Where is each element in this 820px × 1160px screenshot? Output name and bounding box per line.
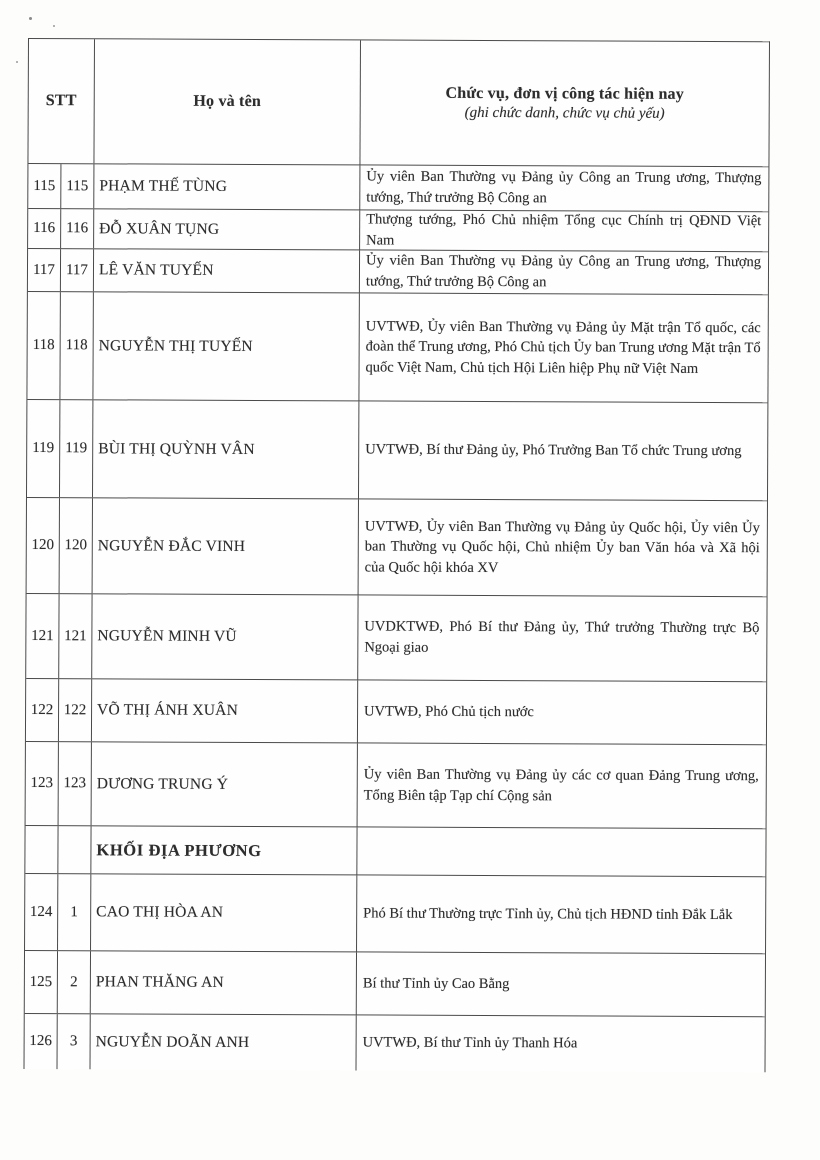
table-row (26, 594, 766, 682)
name-cell: BÙI THỊ QUỲNH VÂN (93, 400, 359, 498)
name-cell: NGUYỄN MINH VŨ (92, 594, 358, 679)
name-header-label: Họ và tên (193, 92, 262, 111)
table-row (26, 742, 766, 829)
stt-sub-cell (58, 826, 91, 873)
name-cell: KHỐI ĐỊA PHƯƠNG (91, 826, 357, 874)
table-row (28, 164, 768, 212)
stt-cell: 123 (26, 742, 59, 825)
stt-sub-cell: 121 (59, 594, 92, 678)
header-cell-stt (28, 39, 95, 163)
stt-cell: 115 (28, 164, 61, 208)
position-header-title: Chức vụ, đơn vị công tác hiện nay (445, 84, 685, 103)
table-body (25, 164, 769, 1072)
stt-cell: 122 (26, 679, 59, 741)
stt-sub-cell: 1 (58, 874, 91, 950)
name-cell: NGUYỄN ĐẮC VINH (93, 498, 359, 594)
stt-sub-cell: 122 (59, 679, 92, 741)
stt-sub-cell: 3 (58, 1014, 91, 1069)
table-row (28, 249, 768, 295)
table-header-row (28, 39, 769, 167)
table-row (25, 1014, 765, 1072)
stt-sub-cell: 117 (61, 249, 94, 291)
position-cell: Phó Bí thư Thường trực Tỉnh ủy, Chủ tịch HĐND tỉnh Đắk Lắk (363, 905, 733, 923)
table-row (25, 874, 765, 954)
stt-header-label: STT (45, 92, 77, 110)
position-cell: UVTWĐ, Ủy viên Ban Thường vụ Đảng ủy Quốc hội, Ủy viên Ủy ban Thường vụ Quốc hội, Chủ nhiệm Ủy ban Văn hóa và Xã hội của Quốc hội khóa XV (364, 518, 760, 576)
officials-table (24, 38, 770, 1072)
stt-cell: 120 (27, 498, 60, 593)
scan-speck (29, 17, 32, 20)
position-cell: UVDKTWĐ, Phó Bí thư Đảng ủy, Thứ trưởng Thường trực Bộ Ngoại giao (364, 618, 760, 656)
name-cell: VÕ THỊ ÁNH XUÂN (92, 679, 358, 742)
stt-sub-cell: 123 (59, 742, 92, 825)
position-cell: Ủy viên Ban Thường vụ Đảng ủy Công an Trung ương, Thượng tướng, Thứ trưởng Bộ Công an (365, 252, 762, 291)
header-cell-position (360, 40, 769, 166)
position-cell: UVTWĐ, Ủy viên Ban Thường vụ Đảng ủy Mặt trận Tổ quốc, các đoàn thể Trung ương, Phó Chủ tịch Ủy ban Trung ương Mặt trận Tổ quốc Việt Nam, Chủ tịch Hội Liên hiệp Phụ nữ Việt Nam (365, 318, 761, 377)
position-cell: UVTWĐ, Bí thư Đảng ủy, Phó Trưởng Ban Tổ chức Trung ương (365, 441, 742, 460)
table-row (25, 826, 765, 877)
stt-cell: 119 (27, 400, 60, 497)
position-cell: Ủy viên Ban Thường vụ Đảng ủy Công an Trung ương, Thượng tướng, Thứ trưởng Bộ Công an (366, 168, 762, 207)
stt-cell: 125 (25, 951, 58, 1013)
name-cell: PHAN THĂNG AN (91, 951, 357, 1014)
position-cell: Ủy viên Ban Thường vụ Đảng ủy các cơ quan Đảng Trung ương, Tổng Biên tập Tạp chí Cộng sản (363, 766, 759, 804)
stt-sub-cell: 120 (60, 498, 93, 593)
name-cell: NGUYỄN DOÃN ANH (91, 1014, 357, 1070)
scan-speck (16, 61, 18, 63)
stt-cell: 121 (26, 594, 59, 678)
position-header-subtitle: (ghi chức danh, chức vụ chủ yếu) (464, 104, 665, 122)
table-row (27, 400, 767, 501)
table-row (27, 498, 767, 597)
stt-sub-cell: 115 (61, 164, 94, 208)
name-cell: PHẠM THẾ TÙNG (94, 164, 360, 209)
table-row (26, 679, 766, 745)
stt-cell: 124 (25, 874, 58, 950)
name-cell: ĐỖ XUÂN TỤNG (94, 209, 360, 249)
stt-cell: 118 (27, 292, 60, 399)
stt-cell: 117 (28, 249, 61, 291)
name-cell: NGUYỄN THỊ TUYẾN (93, 292, 359, 400)
name-cell: CAO THỊ HÒA AN (91, 874, 357, 951)
stt-sub-cell: 2 (58, 951, 91, 1013)
scan-speck (53, 25, 55, 27)
table-row (27, 292, 767, 403)
position-cell: UVTWĐ, Phó Chủ tịch nước (364, 703, 534, 720)
position-cell: UVTWĐ, Bí thư Tỉnh ủy Thanh Hóa (362, 1034, 578, 1052)
stt-cell (25, 826, 58, 873)
name-cell: DƯƠNG TRUNG Ý (92, 742, 358, 826)
stt-cell: 116 (28, 209, 61, 248)
table-row (28, 209, 768, 252)
position-cell: Thượng tướng, Phó Chủ nhiệm Tổng cục Chính trị QĐND Việt Nam (366, 211, 762, 249)
position-cell (357, 827, 765, 876)
stt-sub-cell: 119 (60, 400, 93, 497)
stt-sub-cell: 118 (60, 292, 93, 399)
header-cell-name (94, 39, 361, 164)
table-row (25, 951, 765, 1017)
stt-sub-cell: 116 (61, 209, 94, 248)
stt-cell: 126 (25, 1014, 58, 1069)
position-cell: Bí thư Tỉnh ủy Cao Bằng (362, 975, 510, 992)
name-cell: LÊ VĂN TUYẾN (94, 249, 360, 292)
